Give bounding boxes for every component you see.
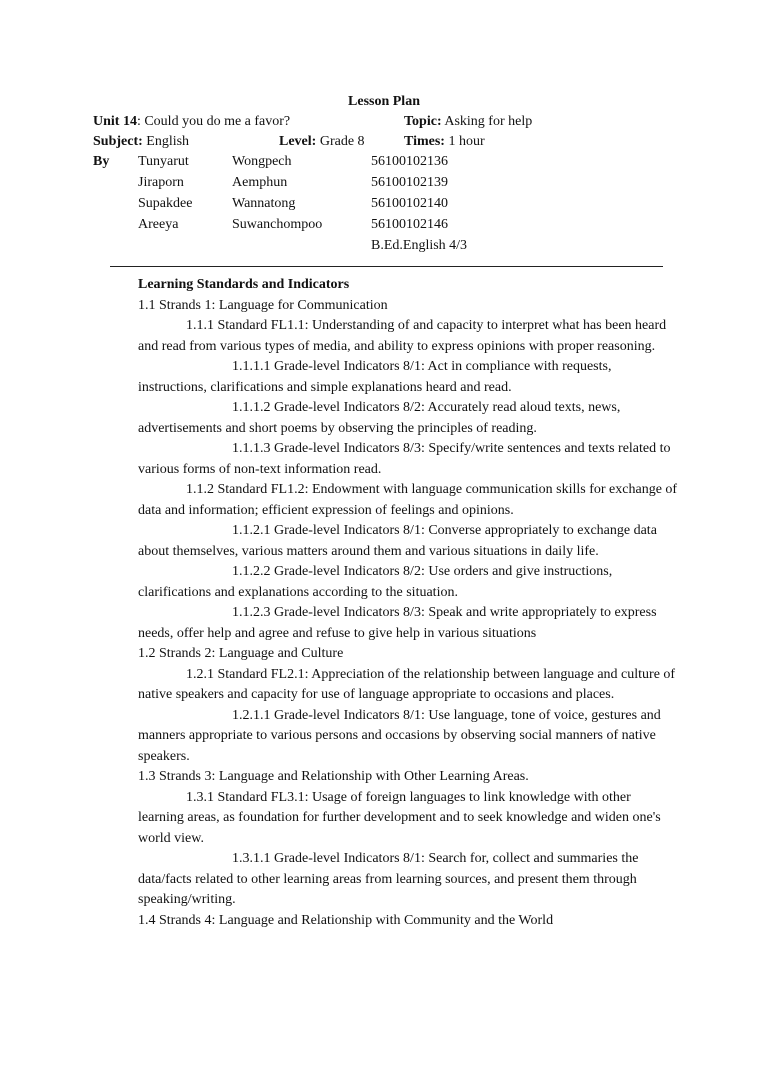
subject-line — [93, 132, 189, 152]
divider — [110, 266, 663, 267]
indicator-paragraph: 1.1.1.3 Grade-level Indicators 8/3: Specify/write sentences and texts related to various forms of non-text information read. — [138, 441, 671, 477]
author-last-name: Wongpech — [232, 154, 292, 169]
author-id: 56100102136 — [371, 154, 448, 169]
author-id: 56100102146 — [371, 217, 448, 232]
author-id: 56100102140 — [371, 196, 448, 211]
subject-value: English — [146, 134, 190, 149]
author-first-name: Supakdee — [138, 196, 193, 211]
program-label: B.Ed.English 4/3 — [371, 238, 468, 253]
times-value: 1 hour — [448, 134, 485, 149]
author-last-name: Wannatong — [232, 196, 296, 211]
unit-line — [93, 112, 290, 132]
standard-paragraph: 1.1.2 Standard FL1.2: Endowment with language communication skills for exchange of data and information; efficient expression of feelings and opinions. — [138, 482, 678, 518]
subject-label: Subject: — [93, 134, 143, 149]
indicator-paragraph: 1.1.2.2 Grade-level Indicators 8/2: Use orders and give instructions, clarifications and explanations according to the situation. — [138, 564, 613, 600]
standard-paragraph: 1.1.1 Standard FL1.1: Understanding of and capacity to interpret what has been heard and read from various types of media, and ability to express opinions with proper reasoning. — [138, 318, 667, 354]
indicator-paragraph: 1.1.1.2 Grade-level Indicators 8/2: Accurately read aloud texts, news, advertisements and short poems by observing the principles of reading. — [138, 400, 621, 436]
by-label: By — [93, 154, 110, 169]
topic-value: Asking for help — [444, 114, 533, 129]
indicator-paragraph: 1.1.1.1 Grade-level Indicators 8/1: Act in compliance with requests, instructions, clarifications and simple explanations heard and read. — [138, 359, 612, 395]
times-label: Times: — [404, 134, 445, 149]
indicator-paragraph: 1.1.2.3 Grade-level Indicators 8/3: Speak and write appropriately to express needs, offer help and agree and refuse to give help in various situations — [138, 605, 657, 641]
indicator-paragraph: 1.3.1.1 Grade-level Indicators 8/1: Search for, collect and summaries the data/facts related to other learning areas from learning sources, and present them through speaking/writing. — [138, 851, 639, 907]
times-line — [404, 132, 485, 152]
author-id: 56100102139 — [371, 175, 448, 190]
author-first-name: Jiraporn — [138, 175, 184, 190]
unit-value: : Could you do me a favor? — [136, 114, 291, 129]
indicator-paragraph: 1.2.1.1 Grade-level Indicators 8/1: Use language, tone of voice, gestures and manners appropriate to various persons and occasions by observing social manners of native speakers. — [138, 707, 661, 764]
level-line — [279, 132, 365, 152]
standard-paragraph: 1.2.1 Standard FL2.1: Appreciation of the relationship between language and culture of native speakers and capacity for use of language appropriate to occasions and places. — [138, 666, 676, 702]
standards-section — [138, 275, 678, 931]
strand-heading: 1.2 Strands 2: Language and Culture — [138, 646, 344, 661]
author-first-name: Tunyarut — [138, 154, 189, 169]
standard-paragraph: 1.3.1 Standard FL3.1: Usage of foreign languages to link knowledge with other learning areas, as foundation for further development and to seek knowledge and widen one's world view. — [138, 789, 661, 846]
level-value: Grade 8 — [319, 134, 365, 149]
strand-heading: 1.4 Strands 4: Language and Relationship with Community and the World — [138, 912, 554, 928]
author-last-name: Suwanchompoo — [232, 217, 323, 232]
level-label: Level: — [279, 134, 317, 149]
topic-label: Topic: — [404, 114, 442, 129]
author-last-name: Aemphun — [232, 175, 288, 190]
indicator-paragraph: 1.1.2.1 Grade-level Indicators 8/1: Converse appropriately to exchange data about themselves, various matters around them and various situations in daily life. — [138, 523, 657, 559]
topic-line — [404, 112, 532, 132]
strand-heading: 1.1 Strands 1: Language for Communication — [138, 297, 388, 313]
author-first-name: Areeya — [138, 217, 179, 232]
section-heading: Learning Standards and Indicators — [138, 277, 350, 292]
page-title: Lesson Plan — [348, 94, 420, 109]
strand-heading: 1.3 Strands 3: Language and Relationship with Other Learning Areas. — [138, 769, 529, 784]
unit-label: Unit 14 — [93, 114, 137, 129]
